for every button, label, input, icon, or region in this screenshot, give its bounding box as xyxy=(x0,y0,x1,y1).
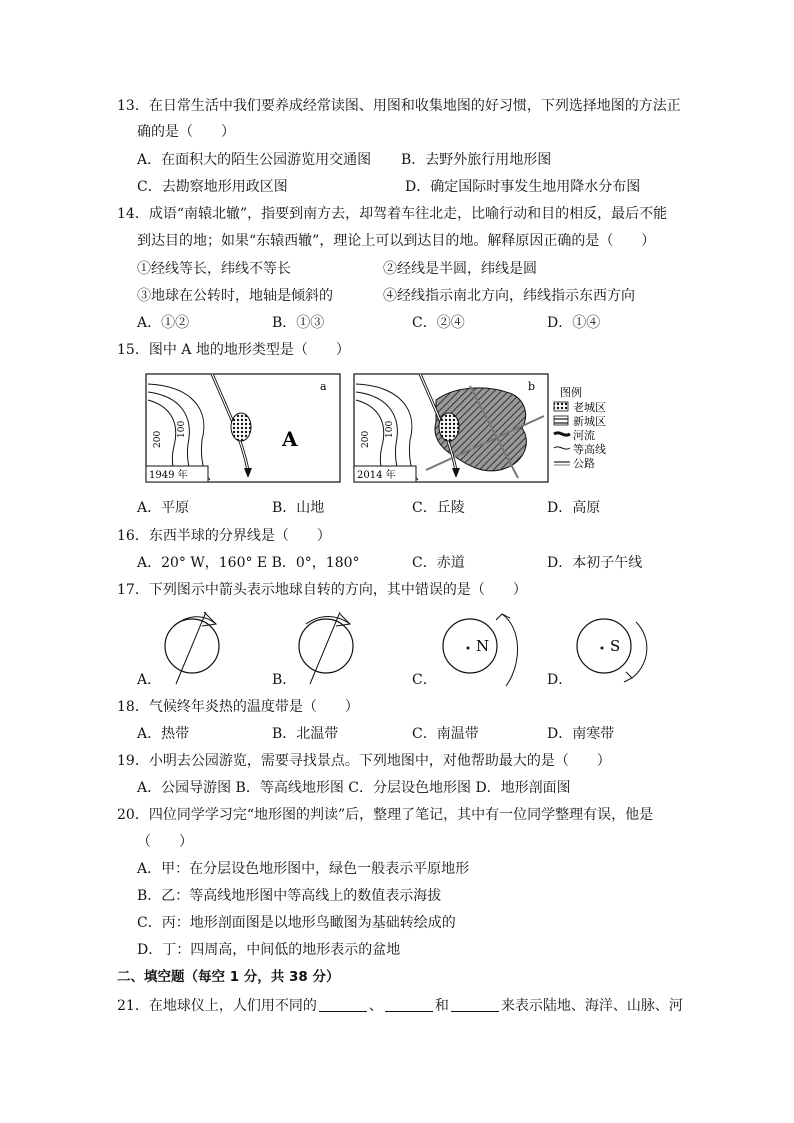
q15-map-figure xyxy=(140,370,660,488)
q17-option-b: B． xyxy=(272,672,297,688)
point-a-label: A xyxy=(282,427,298,451)
q21-text-2: 、 xyxy=(368,998,383,1014)
contour-label-100-b: 100 xyxy=(385,420,395,438)
contour-label-200: 200 xyxy=(153,430,163,448)
q19-options: A．公园导游图 B．等高线地形图 C．分层设色地形图 D．地形剖面图 xyxy=(137,780,571,796)
q14-stem-line2: 到达目的地；如果“东辕西辙”，理论上可以到达目的地。解释原因正确的是（ ） xyxy=(137,233,656,249)
q18-option-c: C．南温带 xyxy=(412,726,479,742)
q14-option-c: C．②④ xyxy=(412,315,465,331)
map-b-tag: b xyxy=(528,380,536,393)
q21-text-4: 来表示陆地、海洋、山脉、河 xyxy=(500,998,683,1014)
map-a-tag: a xyxy=(320,380,327,393)
q16-option-d: D．本初子午线 xyxy=(547,555,643,571)
q13-option-b: B．去野外旅行用地形图 xyxy=(401,152,552,168)
q15-option-a: A．平原 xyxy=(137,500,190,516)
section-heading-fill-in: 二、填空题（每空 1 分，共 38 分） xyxy=(117,969,340,985)
q16-stem: 16．东西半球的分界线是（ ） xyxy=(117,528,331,544)
q21-blank-2[interactable] xyxy=(385,997,433,1012)
legend-new-town: 新城区 xyxy=(573,415,606,428)
map-b xyxy=(354,374,548,482)
q19-stem: 19．小明去公园游览，需要寻找景点。下列地图中，对他帮助最大的是（ ） xyxy=(117,753,611,769)
q14-statement-1: ①经线等长，纬线不等长 xyxy=(137,261,291,277)
q17-option-d: D． xyxy=(547,672,573,688)
q15-stem: 15．图中 A 地的地形类型是（ ） xyxy=(117,342,350,358)
q17-rotation-figure xyxy=(130,606,660,690)
old-town xyxy=(231,413,251,441)
map-b-year: 2014 年 xyxy=(357,470,396,481)
contour-label-100: 100 xyxy=(177,420,187,438)
q17-option-c: C． xyxy=(412,672,437,688)
q15-option-c: C．丘陵 xyxy=(412,500,465,516)
q14-statement-4: ④经线指示南北方向，纬线指示东西方向 xyxy=(383,288,635,304)
map-a-year: 1949 年 xyxy=(149,470,188,481)
globe-a xyxy=(165,612,219,684)
legend-contour: 等高线 xyxy=(573,443,606,456)
q13-stem-line2: 确的是（ ） xyxy=(137,124,235,140)
q13-option-d: D．确定国际时事发生地用降水分布图 xyxy=(405,179,641,195)
q17-option-a: A． xyxy=(137,672,162,688)
legend-old-town: 老城区 xyxy=(573,401,606,414)
q20-stem-line1: 20．四位同学学习完“地形图的判读”后，整理了笔记，其中有一位同学整理有误，他是 xyxy=(117,807,654,823)
q18-option-a: A．热带 xyxy=(137,726,190,742)
q13-option-a: A．在面积大的陌生公园游览用交通图 xyxy=(137,152,372,168)
q16-option-c: C．赤道 xyxy=(412,555,465,571)
q21-text-1: 21．在地球仪上，人们用不同的 xyxy=(117,998,317,1014)
q14-statement-2: ②经线是半圆，纬线是圆 xyxy=(383,261,537,277)
q20-option-d: D．丁：四周高，中间低的地形表示的盆地 xyxy=(137,942,401,958)
q14-option-a: A．①② xyxy=(137,315,190,331)
map-a xyxy=(146,374,340,482)
q14-statement-3: ③地球在公转时，地轴是倾斜的 xyxy=(137,288,333,304)
q14-option-d: D．①④ xyxy=(547,315,601,331)
q13-stem-line1: 13．在日常生活中我们要养成经常读图、用图和收集地图的好习惯，下列选择地图的方法正 xyxy=(117,98,681,114)
globe-d xyxy=(577,619,647,682)
q20-option-b: B．乙：等高线地形图中等高线上的数值表示海拔 xyxy=(137,888,442,904)
contour-label-200-b: 200 xyxy=(361,430,371,448)
q21-blank-1[interactable] xyxy=(319,997,367,1012)
q20-stem-line2: （ ） xyxy=(137,834,193,850)
q14-option-b: B．①③ xyxy=(272,315,325,331)
q18-option-d: D．南寒带 xyxy=(547,726,615,742)
globe-c xyxy=(443,614,518,686)
q18-option-b: B．北温带 xyxy=(272,726,339,742)
legend-title: 图例 xyxy=(560,386,582,399)
south-pole-label: S xyxy=(610,637,621,655)
q20-option-a: A．甲：在分层设色地形图中，绿色一般表示平原地形 xyxy=(137,861,470,877)
q20-option-c: C．丙：地形剖面图是以地形鸟瞰图为基础转绘成的 xyxy=(137,915,456,931)
q14-stem-line1: 14．成语“南辕北辙”，指要到南方去，却驾着车往北走，比喻行动和目的相反，最后不能 xyxy=(117,206,668,222)
q17-stem: 17．下列图示中箭头表示地球自转的方向，其中错误的是（ ） xyxy=(117,582,527,598)
globe-b xyxy=(299,612,353,684)
q18-stem: 18．气候终年炎热的温度带是（ ） xyxy=(117,699,359,715)
q21-text-3: 和 xyxy=(434,998,449,1014)
q15-option-d: D．高原 xyxy=(547,500,601,516)
q15-option-b: B．山地 xyxy=(272,500,325,516)
q16-option-ab: A．20° W，160° E B．0°，180° xyxy=(137,555,360,571)
q21-line xyxy=(117,996,683,1016)
north-pole-label: N xyxy=(476,637,490,655)
q21-blank-3[interactable] xyxy=(451,997,499,1012)
legend-river: 河流 xyxy=(573,429,595,442)
map-legend xyxy=(554,385,606,470)
legend-road: 公路 xyxy=(573,457,595,470)
q13-option-c: C．去勘察地形用政区图 xyxy=(137,179,288,195)
